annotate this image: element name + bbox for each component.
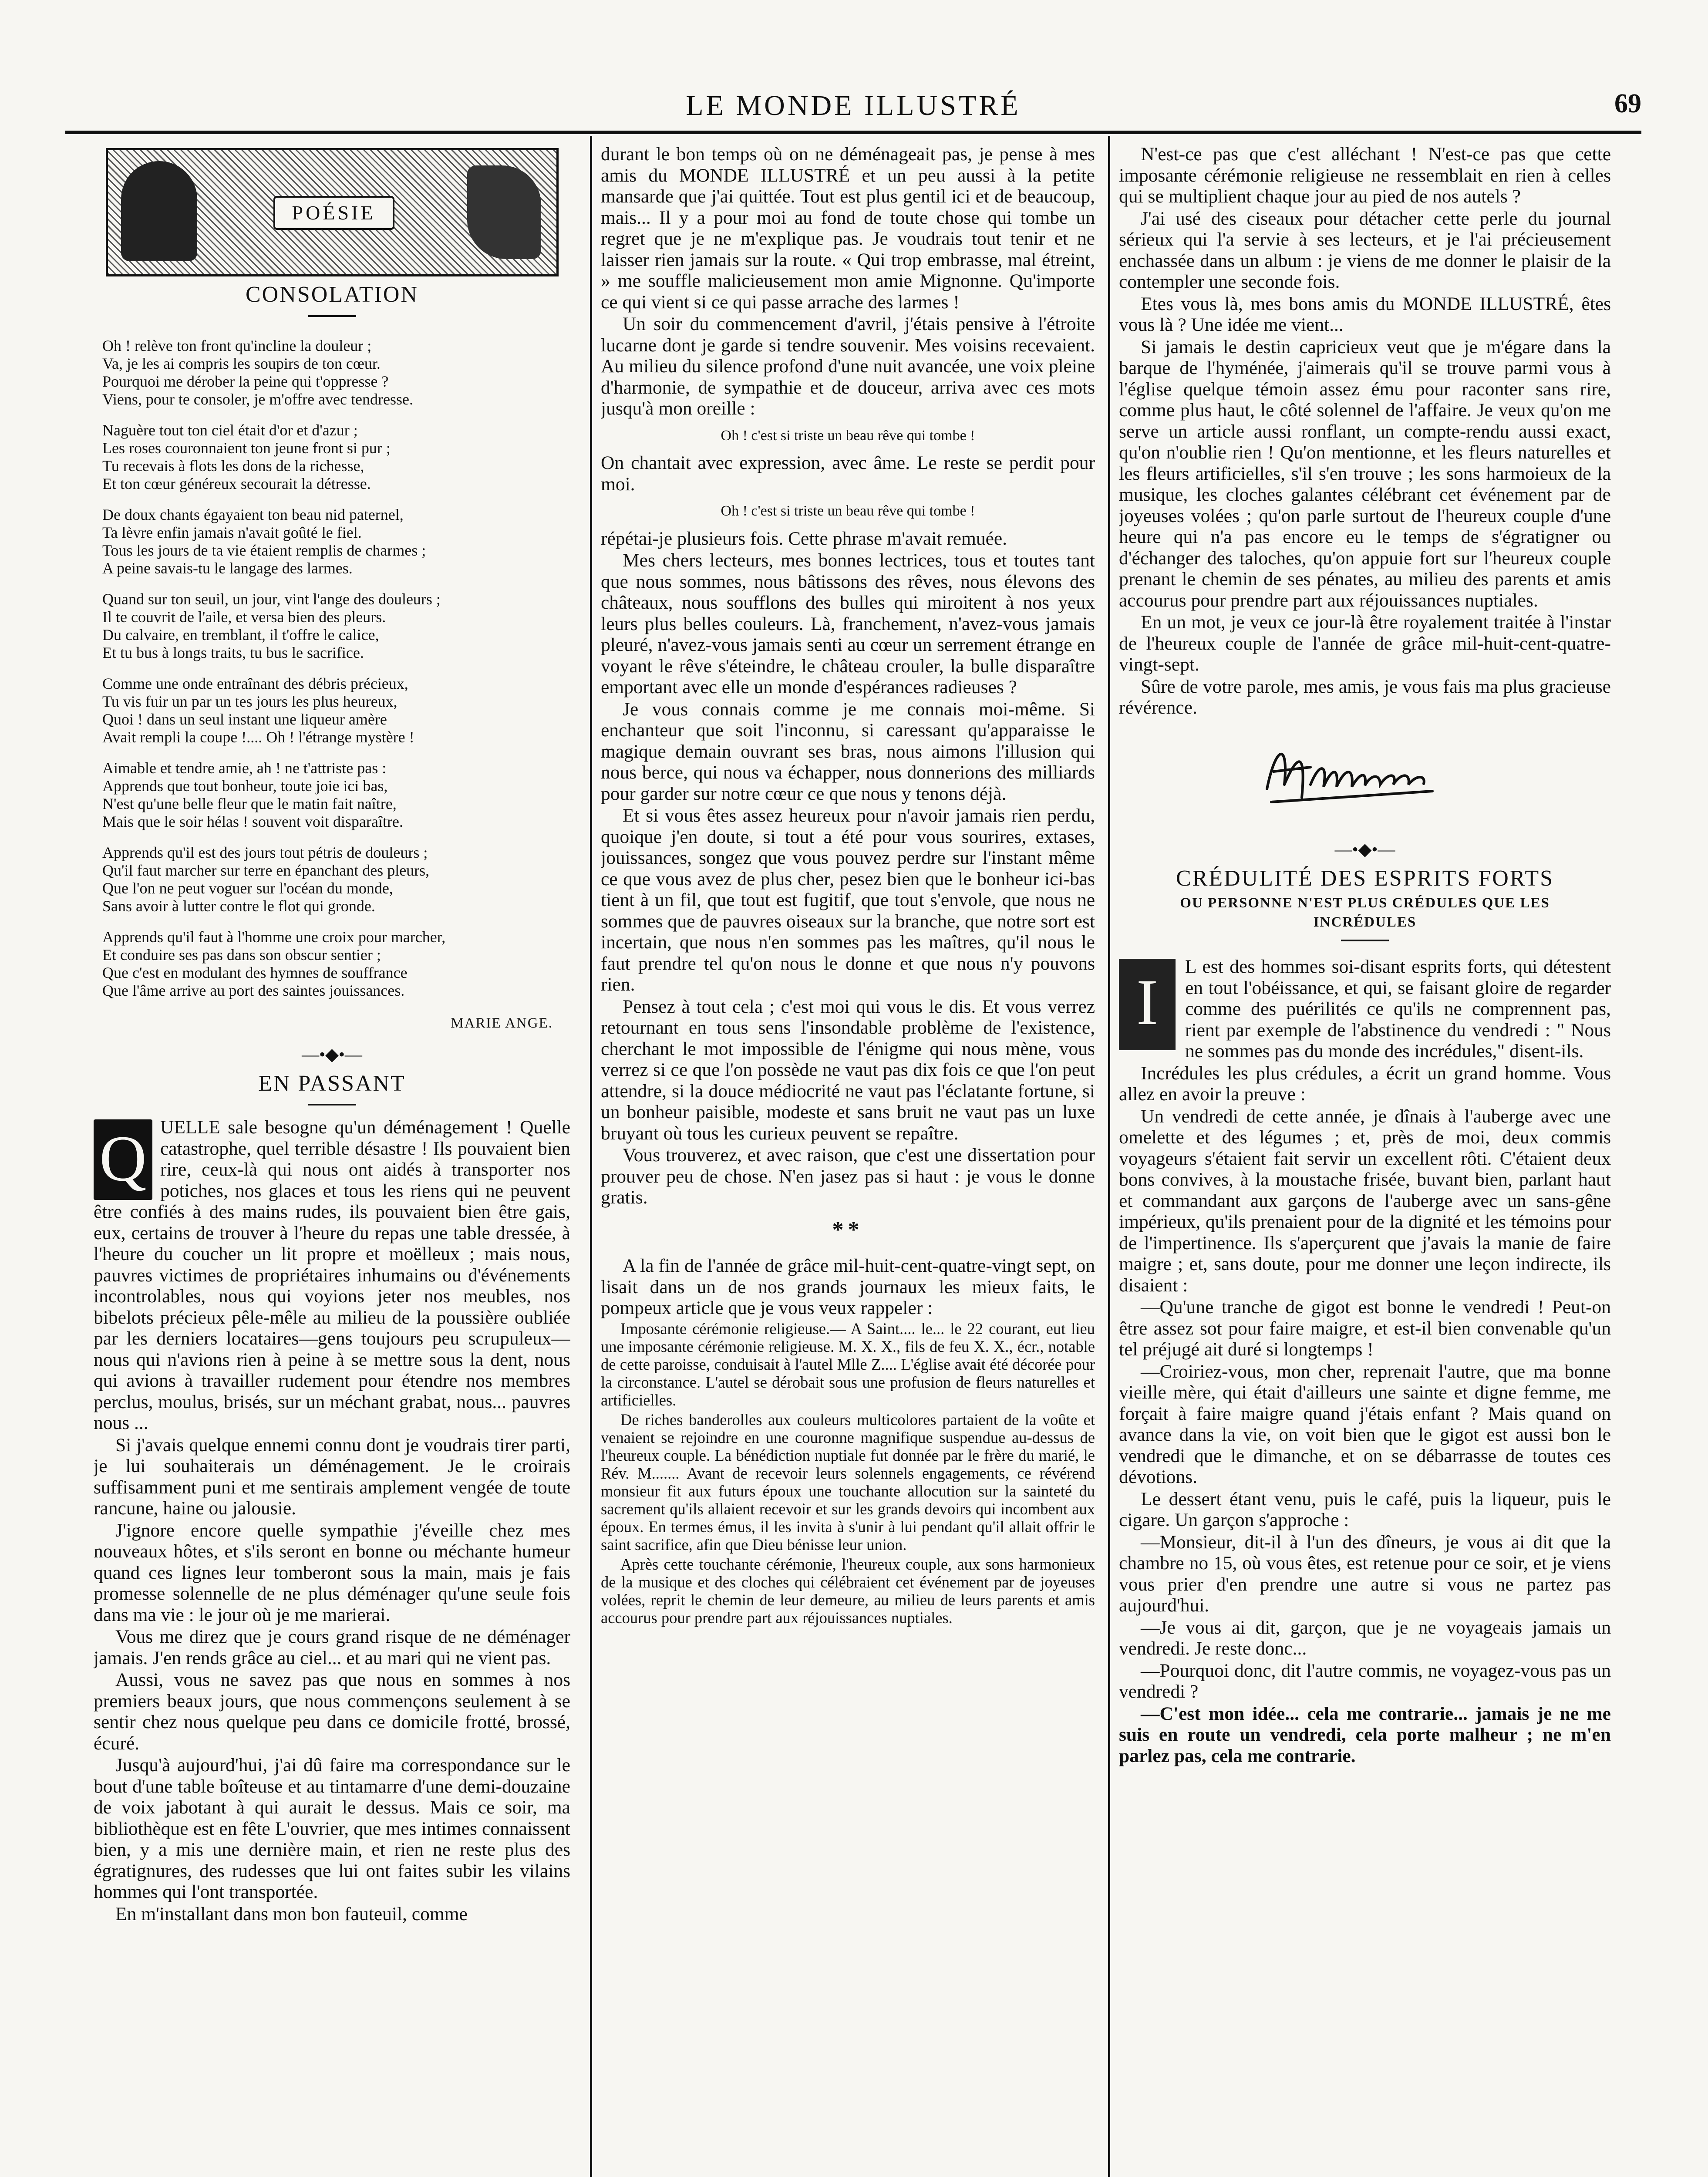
poem-stanza [102, 421, 570, 493]
poem-line: Qu'il faut marcher sur terre en épanchant des pleurs, [102, 861, 430, 879]
divider [1341, 940, 1389, 941]
poem-line: Naguère tout ton ciel était d'or et d'azur ; [102, 421, 358, 439]
paragraph: durant le bon temps où on ne déménageait pas, je pense à mes amis du MONDE ILLUSTRÉ et un peu aussi à la petite mansarde que j'ai quittée. Tout est plus gentil ici et de beaucoup, mais... Il y a pour moi au fond de toute chose qui tombe un regret que je ne m'explique pas. Je voudrais tout tenir et ne laisser rien jamais sur la route. « Qui trop embrasse, mal étreint, » me souffle malicieusement mon amie Mignonne. Qu'importe ce qui vient si ce qui passe arrache des larmes ! [601, 144, 1095, 313]
figure-illustration-icon [467, 165, 541, 259]
paragraph: Mes chers lecteurs, mes bonnes lectrices, tous et toutes tant que nous sommes, nous bâtissons des rêves, nous élevons des châteaux, nous soufflons des bulles qui miroitent à nos yeux leurs plus belles couleurs. Là, franchement, n'avez-vous jamais pleuré, n'avez-vous jamais senti au cœur un serrement étrange en voyant le rêve s'éteindre, le château crouler, la bulle disparaître emportant avec elle un monde d'espérances radieuses ? [601, 550, 1095, 698]
poem-line: Viens, pour te consoler, je m'offre avec tendresse. [102, 390, 413, 408]
column-rule-1 [590, 136, 592, 2177]
paragraph: Le dessert étant venu, puis le café, puis la liqueur, puis le cigare. Un garçon s'approche : [1119, 1488, 1611, 1530]
poem-line: Mais que le soir hélas ! souvent voit disparaître. [102, 812, 403, 830]
paragraph: —Je vous ai dit, garçon, que je ne voyageais jamais un vendredi. Je reste donc... [1119, 1617, 1611, 1659]
paragraph: —Pourquoi donc, dit l'autre commis, ne voyagez-vous pas un vendredi ? [1119, 1660, 1611, 1702]
section-break: ** [832, 1217, 864, 1242]
poem-line: Apprends qu'il est des jours tout pétris de douleurs ; [102, 843, 428, 861]
newspaper-excerpt [601, 1320, 1095, 1627]
column-rule-2 [1108, 136, 1110, 2177]
paragraph: répétai-je plusieurs fois. Cette phrase m'avait remuée. [601, 528, 1007, 549]
column-2 [601, 144, 1095, 2177]
dropcap: Q [94, 1119, 152, 1200]
paragraph: UELLE sale besogne qu'un déménagement ! Quelle catastrophe, quel terrible désastre ! Ils pouvaient bien rire, ceux-là qui nous ont aidés à transporter nos potiches, nos glaces et tous les riens qui ne peuvent être confiés à des mains rudes, ils pouvaient bien être gais, eux, certains de trouver à l'heure du repas une table dressée, à l'heure du coucher un lit propre et moëlleux ; mais nous, pauvres victimes de propriétaires inhumains ou d'événements incontrolables, nous qui voyions jeter nos meubles, nos bibelots précieux pêle-mêle au milieu de la poussière oubliée par les derniers locataires—gens toujours peu scrupuleux—nous qui n'avions rien à peine à se mettre sous la dent, nous qui avions à travailler rudement pour étendre nos membres perclus, moulus, brisés, sur un méchant grabat, nous... pauvres nous ... [94, 1117, 570, 1433]
divider [308, 1104, 356, 1105]
paragraph: On chantait avec expression, avec âme. Le reste se perdit pour moi. [601, 452, 1095, 495]
paragraph: —Qu'une tranche de gigot est bonne le vendredi ! Peut-on être assez sot pour faire maigre, et est-il bien convenable qu'un tel préjugé ait duré si longtemps ! [1119, 1297, 1611, 1360]
poem-stanza [102, 506, 570, 577]
paragraph: Vous trouverez, et avec raison, que c'est une dissertation pour prouver peu de chose. N'en jasez pas si haut : je vous le donne gratis. [601, 1145, 1095, 1208]
figure-illustration-icon [121, 161, 197, 261]
ornament: —•◆•— [302, 1045, 362, 1064]
poem-line: Du calvaire, en tremblant, il t'offre le calice, [102, 626, 379, 644]
poem-line: Apprends que tout bonheur, toute joie ici bas, [102, 777, 388, 795]
poem-line: Aimable et tendre amie, ah ! ne t'attriste pas : [102, 759, 387, 777]
poem-line: Avait rempli la coupe !.... Oh ! l'étrange mystère ! [102, 728, 414, 746]
poem-stanza [102, 675, 570, 746]
paragraph: J'ignore encore quelle sympathie j'éveille chez mes nouveaux hôtes, et s'ils seront en bonne ou méchante humeur quand ces lignes leur tomberont sous la main, mais je fais promesse solennelle de ne plus déménager qu'une seule fois dans ma vie : le jour où je me marierai. [94, 1520, 570, 1625]
ornament: —•◆•— [1334, 839, 1395, 859]
poem-title: CONSOLATION [246, 282, 418, 307]
poem-line: Tous les jours de ta vie étaient remplis de charmes ; [102, 541, 426, 559]
dropcap: I [1119, 959, 1176, 1050]
poem-author: MARIE ANGE. [451, 1015, 553, 1031]
poem-line: Et ton cœur généreux secourait la détresse. [102, 475, 371, 492]
paragraph: —Monsieur, dit-il à l'un des dîneurs, je vous ai dit que la chambre no 15, où vous êtes, est retenue pour ce soir, et je viens vous prier d'en prendre une autre si vous ne partez pas aujourd'hui. [1119, 1531, 1611, 1616]
page-header [65, 85, 1641, 133]
poem-stanza [102, 928, 570, 1000]
poem-line: Apprends qu'il faut à l'homme une croix pour marcher, [102, 928, 446, 946]
poem-line: Et conduire ses pas dans son obscur sentier ; [102, 946, 381, 964]
poem-line: N'est qu'une belle fleur que le matin fait naître, [102, 795, 397, 812]
poem-line: Pourquoi me dérober la peine qui t'oppresse ? [102, 372, 389, 390]
poem-line: Comme une onde entraînant des débris précieux, [102, 674, 408, 692]
poem-line: Les roses couronnaient ton jeune front si pur ; [102, 439, 391, 457]
paragraph: L est des hommes soi-disant esprits forts, qui détestent en tout l'obéissance, et qui, se faisant gloire de regarder comme des puérilités ce qu'ils ne comprennent pas, rient par exemple de l'abstinence du vendredi : " Nous ne sommes pas du monde des incrédules," disent-ils. [1185, 956, 1611, 1062]
paragraph: Et si vous êtes assez heureux pour n'avoir jamais rien perdu, quoique j'en doute, si tout a été pour vous sourires, extases, jouissances, songez que vous pouvez perdre sur l'instant même ce que vous avez de plus cher, pesez bien que le bonheur ici-bas tient à un fil, que tout est fugitif, que tout s'envole, que nous ne sommes que de pauvres oiseaux sur la branche, que notre sort est incertain, que nous n'en sommes pas les maîtres, qu'il nous le faut prendre tel qu'on nous le donne et que nous n'y pouvons rien. [601, 805, 1095, 995]
paragraph: Si j'avais quelque ennemi connu dont je voudrais tirer parti, je lui souhaiterais un déménagement. Je le croirais suffisamment puni et me sentirais amplement vengée de toute rancune, haine ou jalousie. [94, 1434, 570, 1519]
poem-line: Et tu bus à longs traits, tu bus le sacrifice. [102, 644, 364, 661]
section-title: CRÉDULITÉ DES ESPRITS FORTS [1176, 866, 1554, 891]
poem-stanza [102, 337, 570, 408]
excerpt-paragraph: Imposante cérémonie religieuse.— A Saint.... le... le 22 courant, eut lieu une imposante cérémonie religieuse. M. X. X., fils de feu X. X., écr., notable de cette paroisse, conduisait à l'autel Mlle Z.... L'église avait été décorée pour la circonstance. L'autel se dérobait sous une profusion de fleurs naturelles et artificielles. [601, 1319, 1095, 1409]
poem-line: Tu vis fuir un par un tes jours les plus heureux, [102, 692, 398, 710]
paragraph: J'ai usé des ciseaux pour détacher cette perle du journal sérieux qui l'a servie à ses lecteurs, et je l'ai précieusement enchassée dans un album : je viens de me donner le plaisir de la contempler une seconde fois. [1119, 208, 1611, 292]
poem [102, 337, 570, 1000]
paragraph: Etes vous là, mes bons amis du MONDE ILLUSTRÉ, êtes vous là ? Une idée me vient... [1119, 293, 1611, 335]
poem-stanza [102, 759, 570, 831]
excerpt-paragraph: Après cette touchante cérémonie, l'heureux couple, aux sons harmonieux de la musique et des cloches qui célébraient cet événement par de joyeuses volées, reprit le chemin de leur demeure, au milieu de leurs parents et amis accourus pour prendre part aux réjouissances nuptiales. [601, 1555, 1095, 1627]
poem-stanza [102, 844, 570, 915]
paragraph: Sûre de votre parole, mes amis, je vous fais ma plus gracieuse révérence. [1119, 676, 1611, 718]
excerpt-paragraph: De riches banderolles aux couleurs multicolores partaient de la voûte et venaient se rejoindre en une couronne magnifique suspendue au-dessus de l'heureux couple. La bénédiction nuptiale fut donnée par le frère du marié, le Rév. M....... Avant de recevoir leurs solennels engagements, ce révérend monsieur fit aux futurs époux une touchante allocution sur la sainteté du sacrement qu'ils allaient recevoir et sur les grands devoirs qui incombent aux époux. En termes émus, il les invita à s'unir à lui pendant qu'il allait offrir le saint sacrifice, afin que Dieu bénisse leur union. [601, 1410, 1095, 1554]
paragraph: Jusqu'à aujourd'hui, j'ai dû faire ma correspondance sur le bout d'une table boîteuse et au tintamarre d'une demi-douzaine de voix jabotant à qui aurait le dessus. Mais ce soir, ma bibliothèque est en fête L'ouvrier, que mes intimes connaissent bien, y a mis une dernière main, et rien ne reste plus des égratignures, des rudesses que lui ont faites subir les vilains hommes qui l'ont transportée. [94, 1755, 570, 1902]
paragraph: Un vendredi de cette année, je dînais à l'auberge avec une omelette et des légumes ; et, près de moi, deux commis voyageurs s'étaient fait servir un excellent rôti. C'étaient deux bons convives, à la moustache frisée, buvant bien, parlant haut et commandant aux garçons de l'auberge avec un sans-gêne impérieux, qu'ils prenaient pour de la dignité et les témoins pour de l'impertinence. Ils s'aperçurent que j'avais la manie de faire maigre ; et, sans doute, pour me donner une leçon indirecte, ils disaient : [1119, 1105, 1611, 1296]
masthead: LE MONDE ILLUSTRÉ [686, 90, 1021, 121]
paragraph: —Croiriez-vous, mon cher, reprenait l'autre, que ma bonne vieille mère, qui était d'ailleurs une sainte et digne femme, me forçait à faire maigre quand j'étais enfant ? Mais quand on avance dans la vie, on voit bien que le gigot est aussi bon le vendredi que le dimanche, et on se débarrasse de toutes ces dévotions. [1119, 1361, 1611, 1487]
poem-line: Que l'on ne peut voguer sur l'océan du monde, [102, 879, 393, 897]
poem-line: Tu recevais à flots les dons de la richesse, [102, 457, 364, 475]
poem-line: Que c'est en modulant des hymnes de souffrance [102, 964, 408, 981]
poem-line: A peine savais-tu le langage des larmes. [102, 559, 353, 577]
song-quote: Oh ! c'est si triste un beau rêve qui tombe ! [721, 427, 975, 444]
poem-line: Oh ! relève ton front qu'incline la douleur ; [102, 337, 372, 354]
song-quote: Oh ! c'est si triste un beau rêve qui tombe ! [721, 503, 975, 519]
paragraph: Aussi, vous ne savez pas que nous en sommes à nos premiers beaux jours, que nous commençons seulement à se sentir chez nous quelque peu dans ce domicile frotté, brossé, écuré. [94, 1669, 570, 1754]
paragraph: Incrédules les plus crédules, a écrit un grand homme. Vous allez en avoir la preuve : [1119, 1062, 1611, 1105]
paragraph: Si jamais le destin capricieux veut que je m'égare dans la barque de l'hyménée, j'aimerais qu'il se trouve parmi vous à l'église quelque témoin assez ému pour raconter sans rire, comme plus haut, le côté solennel de l'affaire. Je veux qu'on me serve un article aussi ronflant, un compte-rendu aussi exact, qu'on n'oublie rien ! Qu'on mentionne, et les fleurs naturelles et les fleurs artificielles, s'il s'en trouve ; les sons harmoieux de la musique, les cloches galantes célébrant cet événement par de joyeuses volées ; qu'on parle surtout de l'heureux couple d'une heure qui n'a pas encore eu le temps de s'égratigner ou d'échanger des taloches, qu'on appuie fort sur l'heureux couple prenant le chemin de ses pénates, au milieu des parents et amis accourus pour prendre part aux réjouissances nuptiales. [1119, 336, 1611, 611]
header-rule [65, 131, 1641, 134]
section-title: EN PASSANT [258, 1071, 406, 1096]
poem-line: Quoi ! dans un seul instant une liqueur amère [102, 710, 387, 728]
poem-stanza [102, 590, 570, 662]
poesie-banner [106, 148, 559, 276]
paragraph: Vous me direz que je cours grand risque de ne déménager jamais. J'en rends grâce au ciel... et au mari qui ne vient pas. [94, 1626, 570, 1668]
paragraph: —C'est mon idée... cela me contrarie... jamais je ne me suis en route un vendredi, cela porte malheur ; ne m'en parlez pas, cela me contrarie. [1119, 1703, 1611, 1766]
paragraph: Pensez à tout cela ; c'est moi qui vous le dis. Et vous verrez retournant en tous sens l'insondable problème de l'existence, cherchant le mot impossible de l'énigme qui nous mène, vous verrez si ce que l'on possède ne vaut pas dix fois ce que l'on peut attendre, si la douce médiocrité ne vaut pas l'éclatante fortune, si un bonheur paisible, modeste et sans bruit ne vaut pas un luxe bruyant où tous les curieux peuvent se repaître. [601, 996, 1095, 1144]
column-1 [94, 144, 570, 2177]
poem-line: Ta lèvre enfin jamais n'avait goûté le fiel. [102, 523, 362, 541]
section-subtitle: OU PERSONNE N'EST PLUS CRÉDULES QUE LES INCRÉDULES [1180, 895, 1550, 930]
paragraph: En m'installant dans mon bon fauteuil, comme [115, 1903, 468, 1924]
poem-line: De doux chants égayaient ton beau nid paternel, [102, 505, 404, 523]
poem-line: Que l'âme arrive au port des saintes jouissances. [102, 981, 405, 999]
paragraph: Un soir du commencement d'avril, j'étais pensive à l'étroite lucarne dont je garde si tendre souvenir. Mes voisins recevaient. Au milieu du silence profond d'une nuit avancée, une voix pleine d'harmonie, de sympathie et de douceur, arriva avec ces mots jusqu'à mon oreille : [601, 313, 1095, 419]
paragraph: En un mot, je veux ce jour-là être royalement traitée à l'instar de l'heureux couple de l'année de grâce mil-huit-cent-quatre-vingt-sept. [1119, 612, 1611, 675]
handwritten-signature [1258, 737, 1476, 813]
divider [308, 315, 356, 317]
page-number: 69 [1614, 89, 1641, 118]
paragraph: N'est-ce pas que c'est alléchant ! N'est-ce pas que cette imposante cérémonie religieuse ne ressemblait en rien à celles qui se multiplient chaque jour au pied de nos autels ? [1119, 144, 1611, 207]
poem-line: Quand sur ton seuil, un jour, vint l'ange des douleurs ; [102, 590, 441, 608]
paragraph: A la fin de l'année de grâce mil-huit-cent-quatre-vingt sept, on lisait dans un de nos grands journaux les mieux faits, le pompeux article que je vous veux rappeler : [601, 1255, 1095, 1318]
column-3 [1119, 144, 1611, 2177]
poem-line: Sans avoir à lutter contre le flot qui gronde. [102, 897, 375, 915]
poem-line: Il te couvrit de l'aile, et versa bien des pleurs. [102, 608, 386, 626]
banner-label: POÉSIE [273, 196, 394, 230]
poem-line: Va, je les ai compris les soupirs de ton cœur. [102, 354, 381, 372]
paragraph: Je vous connais comme je me connais moi-même. Si enchanteur que soit l'inconnu, si caressant qu'apparaisse le magique demain ouvrant ses bras, nous aimons l'illusion qui nous berce, qui nous va échapper, nous donnerions des milliards pour garder sur notre cœur ce que nous y tenons déjà. [601, 698, 1095, 804]
